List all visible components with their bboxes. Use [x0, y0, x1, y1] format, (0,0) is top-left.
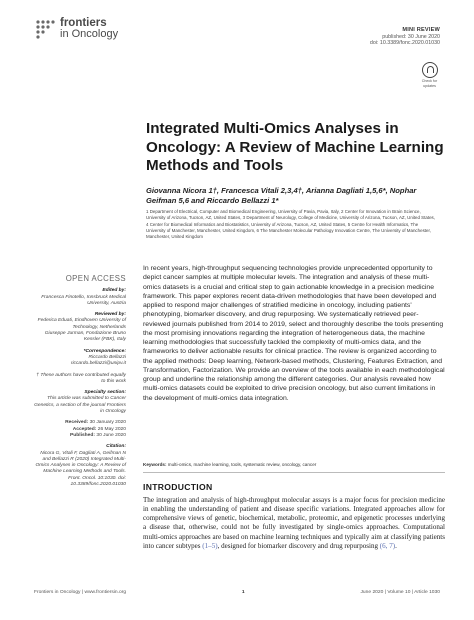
edited-by-label: Edited by:	[102, 288, 126, 294]
equal-contribution-note: † These authors have contributed equally to this work	[36, 372, 126, 384]
specialty-label: Specialty section:	[84, 390, 126, 396]
footer-issue: June 2020 | Volume 10 | Article 1030	[360, 590, 440, 595]
crossmark-line2: updates	[423, 84, 436, 88]
page-number: 1	[241, 590, 245, 595]
citation: Nicora G, Vitali F, Dagliati A, Geifman N and Bellazzi R (2020) Integrated Multi-Omics Analyses in Oncology: A Review of Machine Learning Methods and Tools. Front. Oncol. 10:1030. doi: 10.3389/fonc.2020.01030	[35, 450, 126, 488]
published-date: published: 30 June 2020	[382, 33, 440, 40]
crossmark-icon	[422, 62, 438, 78]
crossmark-line1: Check for	[421, 79, 438, 83]
published-row	[34, 433, 126, 439]
article-sidebar	[34, 276, 126, 488]
article-header	[370, 27, 440, 47]
affiliations: 1 Department of Electrical, Computer and Biomedical Engineering, University of Pavia, Pavia, Italy, 2 Center for Innovation in Brain Science, University of Arizona, Tucson, AZ, United States, 3 Department of Neurology, College of Medicine, University of Arizona, Tucson, AZ, United States, 4 Center for Biomedical Informatics and Biostatistics, University of Arizona, Tucson, AZ, United States, 5 Centre for Health Informatics, The University of Manchester, Manchester, United Kingdom, 6 The Manchester Molecular Pathology Innovation Centre, The University of Manchester, Manchester, United Kingdom	[146, 209, 435, 240]
frontiers-logo-icon	[34, 18, 56, 40]
intro-body-mid: , designed for biomarker discovery and drug repurposing	[217, 541, 379, 550]
frontiers-logo[interactable]	[34, 18, 118, 40]
citation-link[interactable]: (6, 7)	[379, 541, 396, 550]
received-date: 30 January 2020	[89, 420, 126, 426]
logo-text	[60, 18, 118, 40]
accepted-label: Accepted:	[72, 426, 97, 432]
logo-line1: frontiers	[60, 17, 107, 29]
keywords	[143, 462, 445, 467]
citation-link[interactable]: (1–5)	[202, 541, 218, 550]
accepted-date: 26 May 2020	[97, 426, 126, 432]
published-label: Published:	[69, 432, 95, 438]
page-footer	[34, 590, 440, 595]
keywords-list: multi-omics, machine learning, tools, systematic review, oncology, cancer	[167, 462, 317, 467]
open-access-label: OPEN ACCESS	[65, 274, 126, 283]
introduction-heading: INTRODUCTION	[143, 482, 213, 492]
footer-journal[interactable]: Frontiers in Oncology | www.frontiersin.org	[34, 590, 127, 595]
crossmark-badge[interactable]	[419, 62, 440, 88]
reviewers: Federica Eduati, Eindhoven University of Technology, Netherlands Giuseppe Jurman, Fondazione Bruno Kessler (FBK), Italy	[37, 318, 126, 343]
citation-label: Citation:	[106, 444, 126, 450]
author-list: Giovanna Nicora 1†, Francesca Vitali 2,3,4†, Arianna Dagliati 1,5,6*, Nophar Geifman 5,6 and Riccardo Bellazzi 1*	[146, 186, 417, 205]
article-title: Integrated Multi-Omics Analyses in Oncology: A Review of Machine Learning Methods and Tools	[146, 120, 444, 174]
article-type: MINI REVIEW	[402, 27, 440, 33]
intro-body: The integration and analysis of high-throughput molecular assays is a major focus for precision medicine in enabling the understanding of patient and disease specific variations. Integrated approaches allow for comprehensive views of genetic, biochemical, metabolic, proteomic, and epigenetic processes underlying a disease that, otherwise, could not be fully investigated by single-omics approaches. Computational multi-omics approaches are based on machine learning techniques and typically aim at classifying patients into cancer subtypes	[143, 496, 445, 550]
correspondence-label: *Correspondence:	[83, 348, 126, 354]
editor: Francesca Finotello, Innsbruck Medical University, Austria	[41, 294, 126, 306]
intro-body-end: .	[395, 541, 397, 550]
published-date-sidebar: 30 June 2020	[96, 432, 126, 438]
specialty: This article was submitted to Cancer Genetics, a section of the journal Frontiers in Oncology	[34, 396, 126, 415]
received-label: Received:	[65, 420, 89, 426]
abstract: In recent years, high-throughput sequencing technologies provide unprecedented opportunity to depict cancer samples at multiple molecular levels. The integration and analysis of these multi-omics datasets is a crucial and critical step to gain actionable knowledge in a precision medicine framework. This paper explores recent data-driven methodologies that have been developed and applied to respond major challenges of stratified medicine in oncology, including patients' phenotyping, biomarker discovery, and drug repurposing. We systematically retrieved peer-reviewed journals published from 2014 to 2019, select and thoroughly describe the tools presenting the most promising innovations regarding the integration of heterogeneous data, the machine learning methodologies that successfully tackled the complexity of multi-omics data, and the frameworks to deliver actionable results for clinical practice. The review is organized according to the applied methods: Deep learning, Network-based methods, Clustering, Features Extraction, and Transformation, Factorization. We provide an overview of the tools available in each methodological group and underline the relationship among the different categories. Our analysis revealed how multi-omics datasets could be exploited to drive precision oncology, but also current limitations in the development of multi-omics data integration.	[143, 265, 445, 402]
doi[interactable]: doi: 10.3389/fonc.2020.01030	[369, 40, 440, 47]
section-divider	[143, 472, 445, 473]
correspondence[interactable]: Riccardo Bellazzi riccardo.bellazzi@unipv.it	[70, 354, 126, 367]
introduction-text	[143, 496, 445, 551]
logo-line2: in Oncology	[60, 28, 119, 40]
keywords-label: Keywords:	[143, 462, 167, 467]
reviewed-by-label: Reviewed by:	[94, 312, 126, 318]
